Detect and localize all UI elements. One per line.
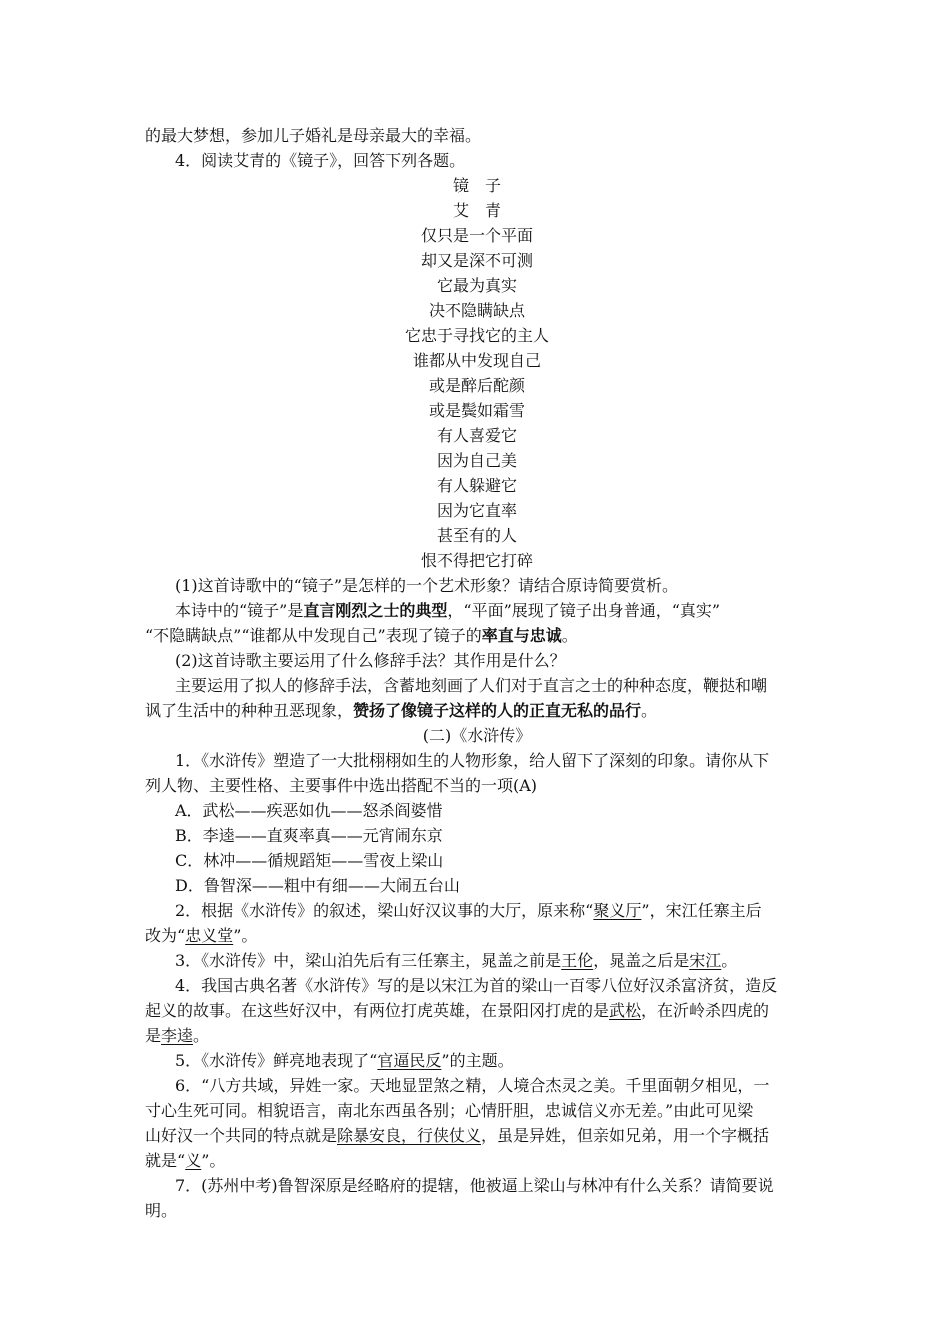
question-text: 起义的故事。在这些好汉中，有两位打虎英雄，在景阳冈打虎的是 xyxy=(145,1001,610,1020)
question-text: 5．《水浒传》鲜亮地表现了“ xyxy=(175,1051,378,1070)
poem-answer-2-line: 主要运用了拟人的修辞手法，含蓄地刻画了人们对于直言之士的种种态度，鞭挞和嘲 xyxy=(175,676,768,695)
question-text: ，在沂岭杀四虎的 xyxy=(641,1001,770,1020)
poem-question-1: (1)这首诗歌中的“镜子”是怎样的一个艺术形象？请结合原诗简要赏析。 xyxy=(175,576,679,595)
section-title: (二)《水浒传》 xyxy=(422,726,532,745)
poem-line: 决不隐瞒缺点 xyxy=(428,301,525,320)
question-text: 改为“ xyxy=(145,926,186,945)
fill-in-answer: 聚义厅 xyxy=(593,901,642,920)
poem-line: 甚至有的人 xyxy=(436,526,517,545)
answer-text: 。 xyxy=(561,626,578,645)
shuihu-question-6-cont xyxy=(145,1123,809,1148)
question-text: ，晁盖之后是 xyxy=(593,951,690,970)
poem-answer-2-line xyxy=(145,698,809,723)
question-text: ”。 xyxy=(233,926,258,945)
shuihu-question-4-cont xyxy=(145,1023,809,1048)
option-c: C．林冲——循规蹈矩——雪夜上梁山 xyxy=(175,851,444,870)
document-body xyxy=(145,123,809,1223)
fill-in-answer: 官逼民反 xyxy=(377,1051,442,1070)
option-a: A．武松——疾恶如仇——怒杀阎婆惜 xyxy=(175,801,443,820)
question-text: 山好汉一个共同的特点就是 xyxy=(145,1126,338,1145)
continued-paragraph: 的最大梦想，参加儿子婚礼是母亲最大的幸福。 xyxy=(145,126,482,145)
poem-line: 或是醉后酡颜 xyxy=(428,376,525,395)
answer-text: 本诗中的“镜子”是 xyxy=(175,601,304,620)
answer-key-phrase: 赞扬了像镜子这样的人的正直无私的品行 xyxy=(353,701,642,720)
question-text: 。 xyxy=(721,951,738,970)
poem-line: 却又是深不可测 xyxy=(420,251,533,270)
option-b: B．李逵——直爽率真——元宵闹东京 xyxy=(175,826,443,845)
shuihu-question-2 xyxy=(145,898,809,923)
question-text: ”。 xyxy=(201,1151,226,1170)
shuihu-question-7: 7．(苏州中考)鲁智深原是经略府的提辖，他被逼上梁山与林冲有什么关系？请简要说 xyxy=(175,1176,774,1195)
poem-title: 镜 子 xyxy=(452,176,501,195)
poem xyxy=(145,173,809,573)
fill-in-answer: 义 xyxy=(185,1151,202,1170)
question-text: 2．根据《水浒传》的叙述，梁山好汉议事的大厅，原来称“ xyxy=(175,901,594,920)
shuihu-question-7-cont: 明。 xyxy=(145,1201,178,1220)
question-text: ”，宋江任寨主后 xyxy=(641,901,762,920)
poem-line: 有人躲避它 xyxy=(436,476,517,495)
shuihu-question-6-cont: 寸心生死可同。相貌语言，南北东西虽各别；心情肝胆，忠诚信义亦无差。”由此可见梁 xyxy=(145,1101,754,1120)
fill-in-answer: 除暴安良，行侠仗义 xyxy=(337,1126,482,1145)
answer-text: “不隐瞒缺点”“谁都从中发现自己”表现了镜子的 xyxy=(145,626,482,645)
poem-line: 它最为真实 xyxy=(436,276,517,295)
shuihu-question-3 xyxy=(145,948,809,973)
question-text: ，虽是异姓，但亲如兄弟，用一个字概括 xyxy=(481,1126,770,1145)
poem-line: 谁都从中发现自己 xyxy=(412,351,541,370)
question-text: 3．《水浒传》中，梁山泊先后有三任寨主，晁盖之前是 xyxy=(175,951,562,970)
poem-line: 有人喜爱它 xyxy=(436,426,517,445)
answer-text: 讽了生活中的种种丑恶现象， xyxy=(145,701,354,720)
poem-line: 仅只是一个平面 xyxy=(420,226,533,245)
question-4-prompt: 4．阅读艾青的《镜子》，回答下列各题。 xyxy=(175,151,466,170)
answer-text: 。 xyxy=(641,701,658,720)
shuihu-question-6-cont xyxy=(145,1148,809,1173)
poem-line: 因为自己美 xyxy=(436,451,517,470)
poem-question-2: (2)这首诗歌主要运用了什么修辞手法？其作用是什么？ xyxy=(175,651,566,670)
answer-key-phrase: 直言刚烈之士的典型 xyxy=(303,601,448,620)
shuihu-question-6: 6．“八方共域，异姓一家。天地显罡煞之精，人境合杰灵之美。千里面朝夕相见，一 xyxy=(175,1076,770,1095)
poem-answer-1-line xyxy=(145,623,809,648)
question-text: ”的主题。 xyxy=(441,1051,514,1070)
poem-line: 恨不得把它打碎 xyxy=(420,551,533,570)
question-text: 是 xyxy=(145,1026,162,1045)
shuihu-question-5 xyxy=(145,1048,809,1073)
poem-answer-1-line xyxy=(145,598,809,623)
shuihu-question-1: 1．《水浒传》塑造了一大批栩栩如生的人物形象，给人留下了深刻的印象。请你从下 xyxy=(175,751,770,770)
shuihu-question-2-cont xyxy=(145,923,809,948)
shuihu-question-4-cont xyxy=(145,998,809,1023)
question-text: 就是“ xyxy=(145,1151,186,1170)
fill-in-answer: 王伦 xyxy=(561,951,594,970)
answer-text: ，“平面”展现了镜子出身普通，“真实” xyxy=(447,601,721,620)
shuihu-question-1-cont: 列人物、主要性格、主要事件中选出搭配不当的一项(A) xyxy=(145,776,538,795)
option-d: D．鲁智深——粗中有细——大闹五台山 xyxy=(175,876,460,895)
shuihu-question-4: 4．我国古典名著《水浒传》写的是以宋江为首的梁山一百零八位好汉杀富济贫，造反 xyxy=(175,976,778,995)
fill-in-answer: 李逵 xyxy=(161,1026,194,1045)
poem-line: 或是鬓如霜雪 xyxy=(428,401,525,420)
question-text: 。 xyxy=(193,1026,210,1045)
fill-in-answer: 武松 xyxy=(609,1001,642,1020)
answer-key-phrase: 率直与忠诚 xyxy=(481,626,562,645)
poem-line: 因为它直率 xyxy=(436,501,517,520)
poem-line: 它忠于寻找它的主人 xyxy=(404,326,549,345)
fill-in-answer: 忠义堂 xyxy=(185,926,234,945)
poem-author: 艾 青 xyxy=(452,201,501,220)
fill-in-answer: 宋江 xyxy=(689,951,722,970)
